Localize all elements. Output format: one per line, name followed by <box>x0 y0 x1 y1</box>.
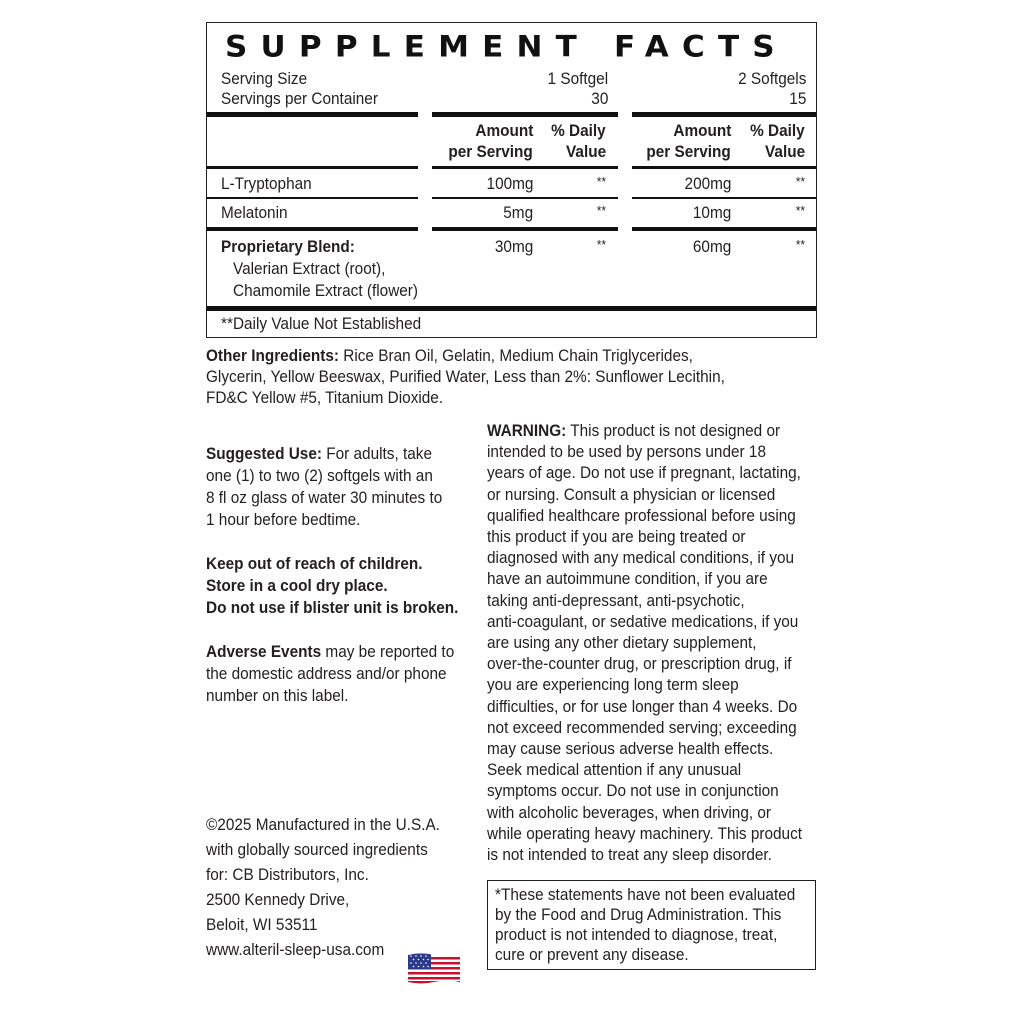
serving-size-col2: 2 Softgels <box>737 70 806 88</box>
suggested-use-label: Suggested Use: <box>206 445 322 463</box>
amount-col2: 60mg <box>692 238 731 256</box>
dv-header-col2: % Daily <box>750 122 805 140</box>
serving-size-label: Serving Size <box>221 70 308 88</box>
dv-col2: ** <box>795 203 805 218</box>
amount-col2: 10mg <box>692 204 731 222</box>
caution-line: Store in a cool dry place. <box>206 577 388 595</box>
nutrient-name: Melatonin <box>221 204 288 222</box>
caution-line: Do not use if blister unit is broken. <box>206 599 459 617</box>
medium-rule <box>207 166 418 169</box>
dv-header-col1: % Daily <box>551 122 606 140</box>
suggested-use: Suggested Use: For adults, take one (1) to two (2) softgels with an 8 fl oz glass of water 30 minutes to 1 hour before bedtime. <box>206 445 443 529</box>
adverse-events: Adverse Events may be reported to the domestic address and/or phone number on this label. <box>206 643 455 705</box>
caution-line: Keep out of reach of children. <box>206 555 423 573</box>
amount-header-col2: Amount <box>673 122 731 140</box>
dv-col1: ** <box>596 203 606 218</box>
servings-per-container-label: Servings per Container <box>221 90 378 108</box>
thick-rule <box>432 112 618 117</box>
other-ingredients-label: Other Ingredients: <box>206 347 340 365</box>
thick-rule <box>632 227 816 231</box>
dv-header-col2-line2: Value <box>764 143 805 161</box>
dv-col2: ** <box>795 174 805 189</box>
dv-col2: ** <box>795 237 805 252</box>
medium-rule <box>432 166 618 169</box>
manufacturer-info: ©2025 Manufactured in the U.S.A. with globally sourced ingredients for: CB Distributors, Inc. 2500 Kennedy Drive, Beloit, WI 53511 www.alteril-sleep-usa.com <box>206 813 440 963</box>
thick-rule <box>207 112 418 117</box>
servings-per-container-col1: 30 <box>590 90 608 108</box>
thin-rule <box>632 197 816 199</box>
dv-col1: ** <box>596 174 606 189</box>
medium-rule <box>632 166 816 169</box>
warning-text: WARNING: This product is not designed or intended to be used by persons under 18 years of age. Do not use if pregnant, lactating, or nursing. Consult a physician or licensed qualified healthcare professional before using this product if you are being treated or diagnosed with any medical conditions, if you have an autoimmune condition, if you are taking anti-depressant, anti-psychotic, anti-coagulant, or sedative medications, if you are using any other dietary supplement, over-the-counter drug, or prescription drug, if you are experiencing long term sleep difficulties, or for use longer than 4 weeks. Do not exceed recommended serving; exceeding may cause serious adverse health effects. Seek medical attention if any unusual symptoms occur. Do not use in conjunction with alcoholic beverages, when driving, or while operating heavy machinery. This product is not intended to treat any sleep disorder. <box>487 422 803 865</box>
facts-title: SUPPLEMENT FACTS <box>225 30 788 65</box>
thin-rule <box>207 197 418 199</box>
daily-value-footnote: **Daily Value Not Established <box>221 315 422 333</box>
thick-rule <box>632 112 816 117</box>
website-link: www.alteril-sleep-usa.com <box>206 941 385 959</box>
nutrient-name: L-Tryptophan <box>221 175 312 193</box>
amount-header-col1: Amount <box>475 122 533 140</box>
amount-col1: 5mg <box>503 204 533 222</box>
thick-rule <box>432 227 618 231</box>
amount-col1: 100mg <box>486 175 533 193</box>
fda-disclaimer-box <box>487 880 816 970</box>
servings-per-container-col2: 15 <box>788 90 806 108</box>
other-ingredients: Other Ingredients: Rice Bran Oil, Gelatin, Medium Chain Triglycerides, Glycerin, Yellow Beeswax, Purified Water, Less than 2%: Sunflower Lecithin, FD&C Yellow #5, Titanium Dioxide. <box>206 347 725 408</box>
supplement-facts-panel <box>206 22 817 338</box>
us-flag-icon <box>407 952 461 984</box>
amount-header-col2-line2: per Serving <box>646 143 731 161</box>
fda-disclaimer-text: *These statements have not been evaluated by the Food and Drug Administration. This product is not intended to diagnose, treat, cure or prevent any disease. <box>495 886 796 964</box>
blend-name: Proprietary Blend: <box>221 238 355 256</box>
warning-label: WARNING: <box>487 422 567 440</box>
dv-col1: ** <box>596 237 606 252</box>
blend-ingredient: Chamomile Extract (flower) <box>233 282 419 300</box>
amount-col1: 30mg <box>494 238 533 256</box>
blend-ingredient: Valerian Extract (root), <box>233 260 386 278</box>
dv-header-col1-line2: Value <box>565 143 606 161</box>
thick-rule <box>207 227 418 231</box>
bottom-thick-rule <box>207 306 816 311</box>
serving-size-col1: 1 Softgel <box>547 70 608 88</box>
amount-col2: 200mg <box>684 175 731 193</box>
adverse-events-label: Adverse Events <box>206 643 322 661</box>
storage-cautions <box>206 553 458 619</box>
amount-header-col1-line2: per Serving <box>448 143 533 161</box>
thin-rule <box>432 197 618 199</box>
